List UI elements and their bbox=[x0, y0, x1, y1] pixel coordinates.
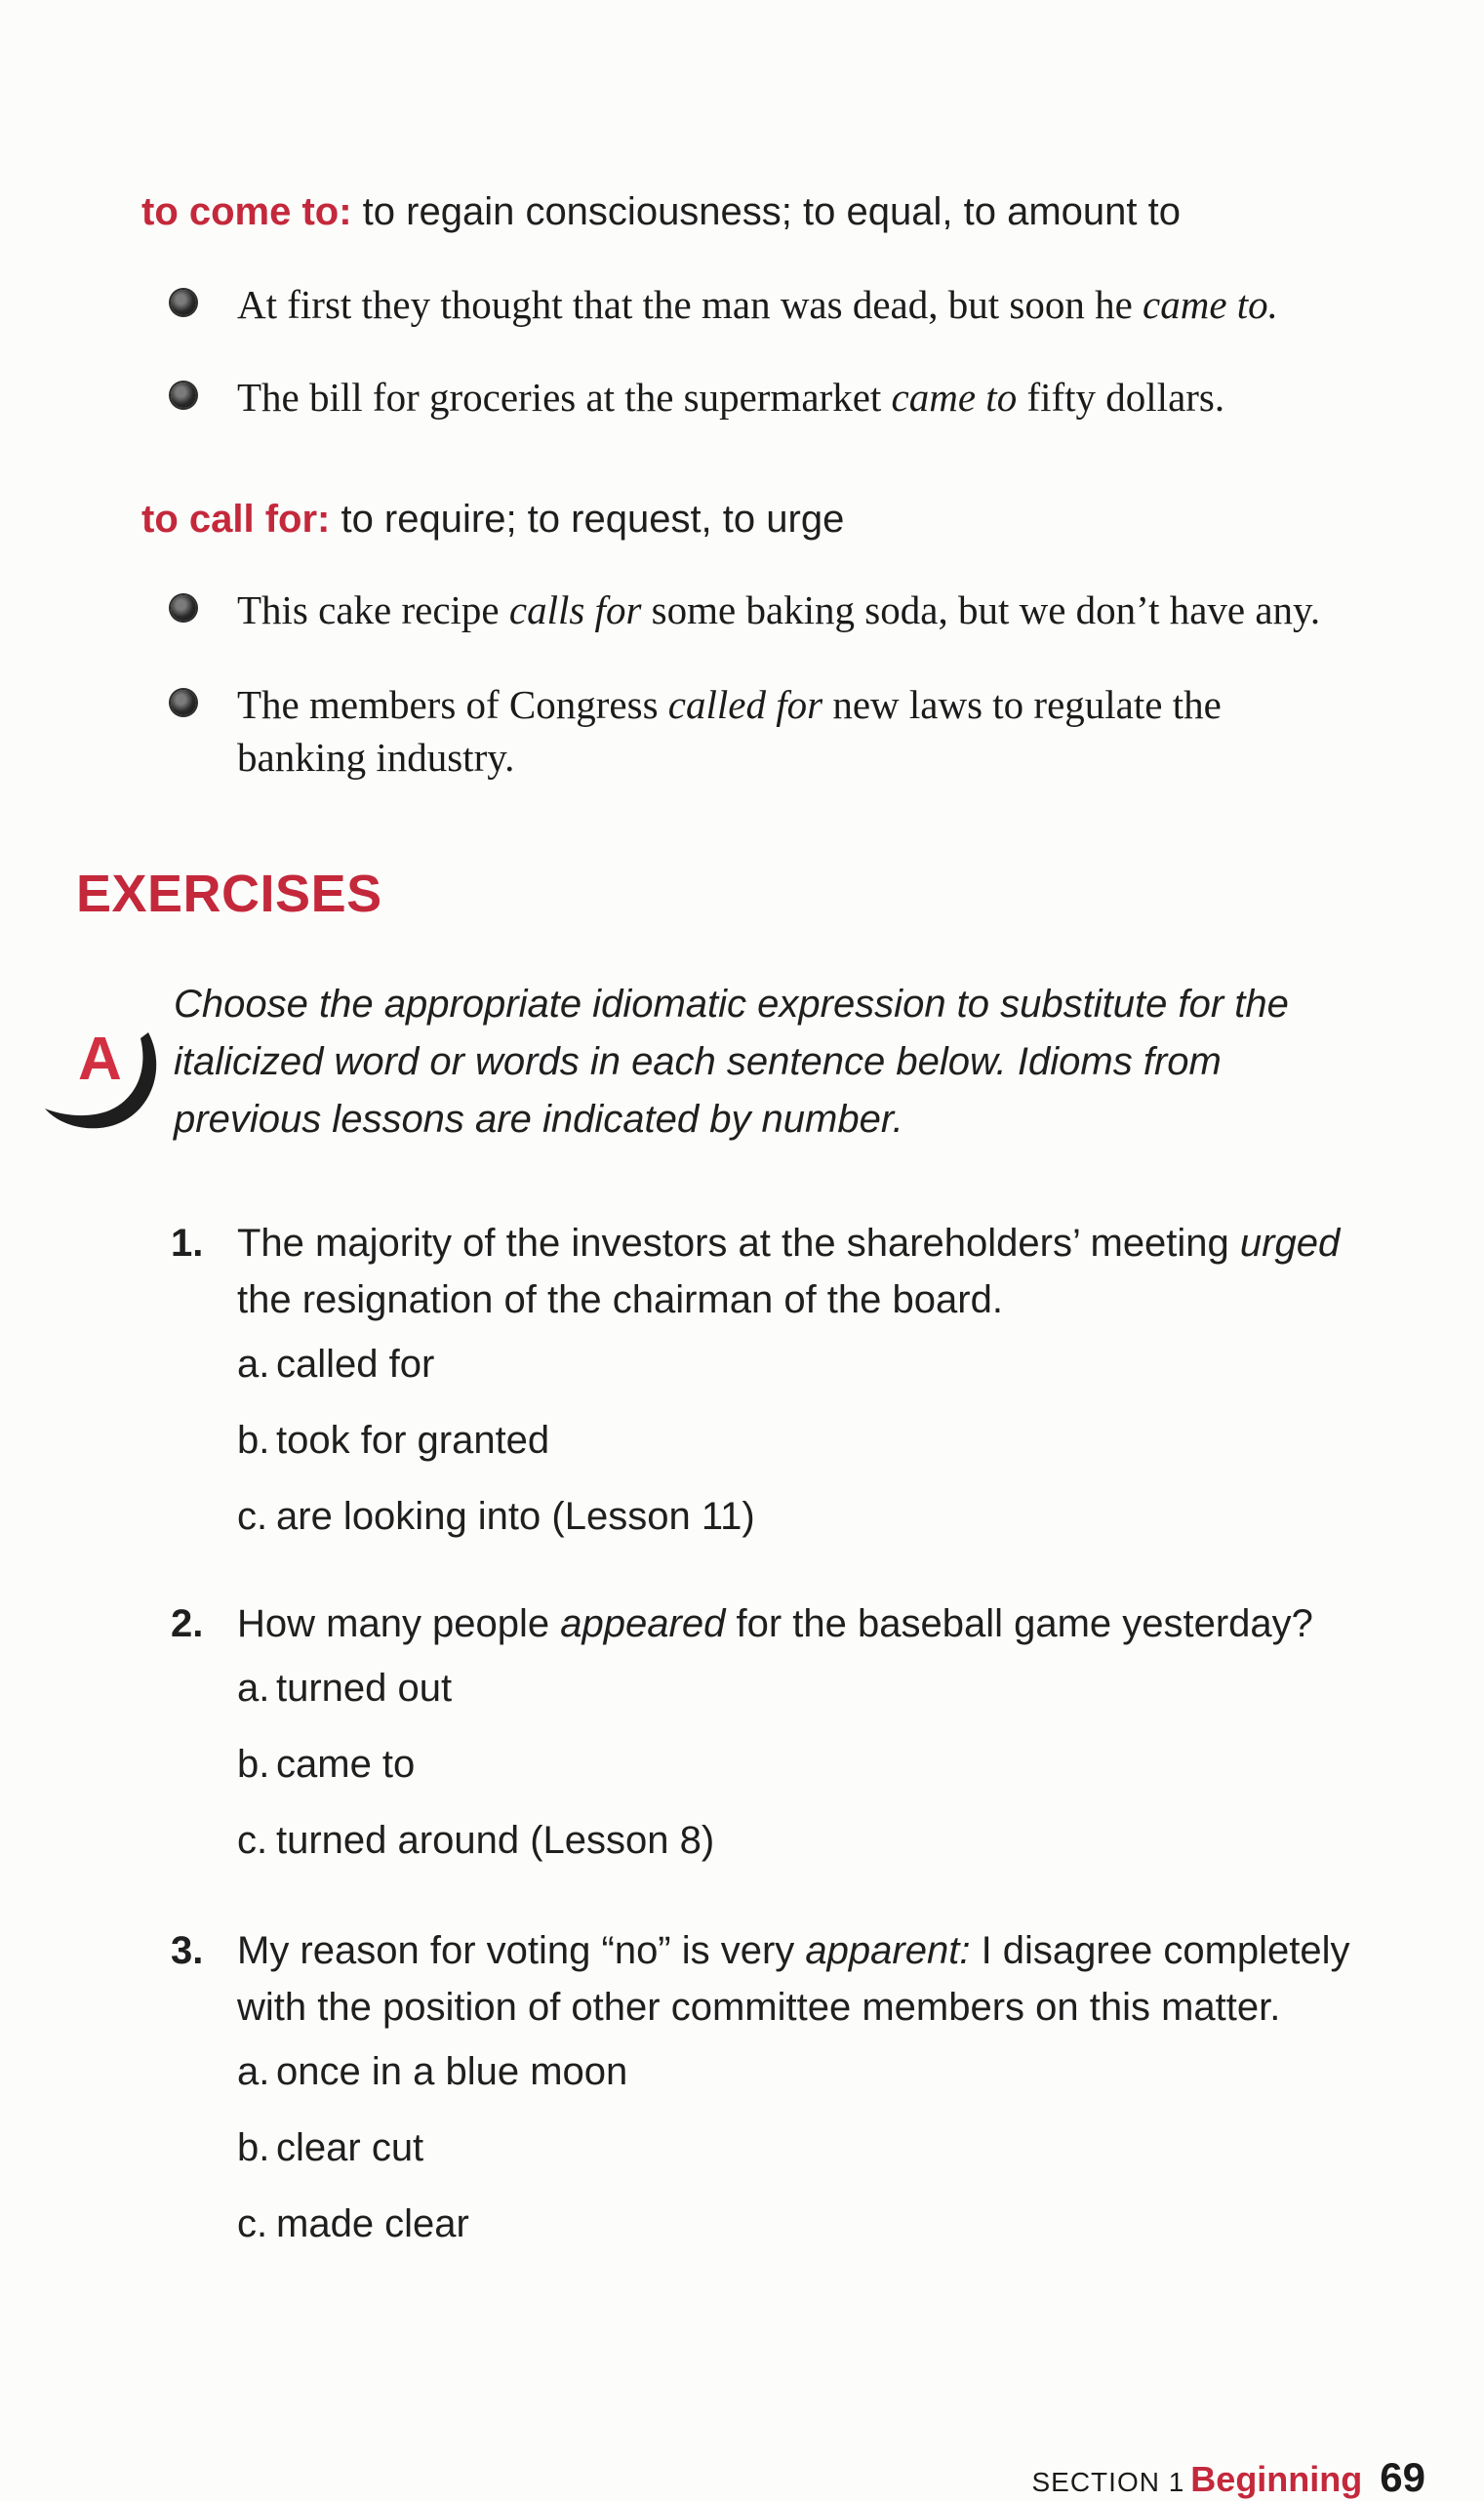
idiom-term: to call for: bbox=[141, 498, 331, 541]
idiom-italic: came to. bbox=[1143, 282, 1278, 327]
exercise-question bbox=[171, 1922, 1371, 2272]
question-text: The majority of the investors at the shareholders’ meeting urged the resignation of the chairman of the board. bbox=[237, 1222, 1341, 1321]
level-label: Beginning bbox=[1190, 2459, 1363, 2499]
example-sentence: The bill for groceries at the supermarket came to fifty dollars. bbox=[171, 371, 1347, 424]
answer-options bbox=[237, 2043, 1371, 2272]
answer-option[interactable]: a. turned out bbox=[237, 1667, 453, 1710]
question-number: 1. bbox=[171, 1222, 204, 1265]
answer-options bbox=[237, 1336, 1371, 1564]
answer-option[interactable]: a. once in a blue moon bbox=[237, 2050, 628, 2093]
italic-target: apparent: bbox=[805, 1929, 971, 1972]
example-sentence: This cake recipe calls for some baking soda, but we don’t have any. bbox=[171, 584, 1347, 636]
answer-option[interactable]: b. clear cut bbox=[237, 2126, 424, 2169]
bullet-icon bbox=[171, 595, 196, 621]
idiom-meaning: to require; to request, to urge bbox=[330, 498, 845, 541]
idiom-italic: came to bbox=[891, 375, 1018, 420]
answer-option[interactable]: c. turned around (Lesson 8) bbox=[237, 1819, 715, 1862]
idiom-italic: calls for bbox=[508, 587, 642, 632]
section-badge bbox=[39, 1015, 166, 1142]
answer-option[interactable]: b. came to bbox=[237, 1743, 416, 1786]
idiom-definition bbox=[141, 498, 844, 542]
page-footer bbox=[1031, 2454, 1425, 2501]
page-number: 69 bbox=[1380, 2454, 1425, 2500]
answer-option[interactable]: b. took for granted bbox=[237, 1419, 550, 1462]
exercises-heading: EXERCISES bbox=[76, 865, 382, 923]
idiom-italic: called for bbox=[667, 682, 823, 727]
question-text: How many people appeared for the baseball game yesterday? bbox=[237, 1602, 1313, 1645]
example-sentence: At first they thought that the man was dead, but soon he came to. bbox=[171, 278, 1347, 331]
exercise-instructions: Choose the appropriate idiomatic expression to substitute for the italicized word or words in each sentence below. Idioms from previous lessons are indicated by number. bbox=[174, 983, 1289, 1141]
bullet-icon bbox=[171, 290, 196, 315]
italic-target: urged bbox=[1239, 1222, 1341, 1265]
answer-options bbox=[237, 1660, 1371, 1888]
bullet-icon bbox=[171, 690, 196, 715]
question-number: 2. bbox=[171, 1602, 204, 1645]
exercise-question bbox=[171, 1215, 1371, 1564]
italic-target: appeared bbox=[560, 1602, 726, 1645]
answer-option[interactable]: a. called for bbox=[237, 1343, 435, 1386]
bullet-icon bbox=[171, 383, 196, 408]
section-label: SECTION 1 bbox=[1031, 2467, 1185, 2497]
example-sentence: The members of Congress called for new laws to regulate the banking industry. bbox=[171, 678, 1347, 784]
section-letter: A bbox=[78, 1026, 122, 1093]
answer-option[interactable]: c. are looking into (Lesson 11) bbox=[237, 1495, 755, 1538]
exercise-question bbox=[171, 1595, 1371, 1888]
question-text: My reason for voting “no” is very apparent: I disagree completely with the position of other committee members on this matter. bbox=[237, 1929, 1350, 2029]
idiom-meaning: to regain consciousness; to equal, to amount to bbox=[351, 190, 1181, 233]
question-number: 3. bbox=[171, 1929, 204, 1972]
answer-option[interactable]: c. made clear bbox=[237, 2202, 469, 2245]
idiom-term: to come to: bbox=[141, 190, 352, 233]
idiom-definition bbox=[141, 190, 1181, 234]
